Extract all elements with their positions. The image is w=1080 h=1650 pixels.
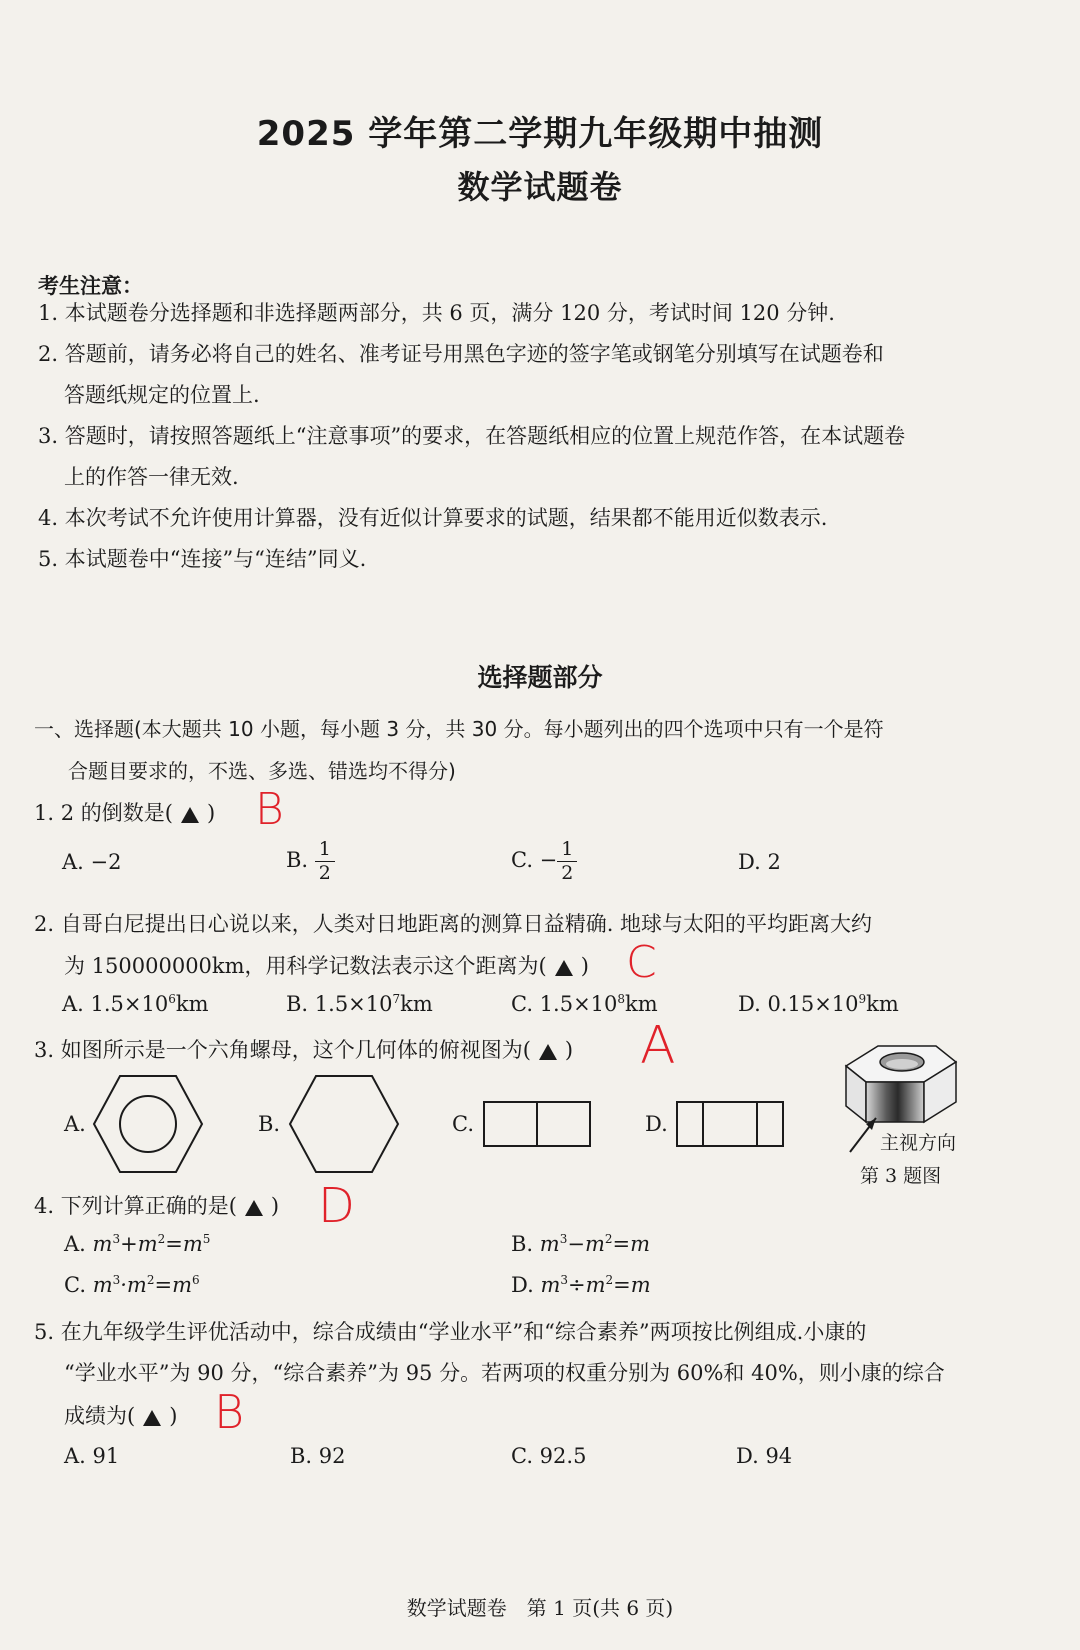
question-3: 3. 如图所示是一个六角螺母，这个几何体的俯视图为( ) [34, 1038, 574, 1062]
q2-option-d: D. $0.15\times 10^9km$ [738, 992, 899, 1016]
three-rectangles-figure [675, 1100, 785, 1148]
q2-answer-mark: C [626, 937, 657, 988]
notice-item-5: 5. 本试题卷中“连接”与“连结”同义. [38, 547, 367, 571]
hexagon-with-circle-figure [92, 1072, 204, 1176]
q1-b-fraction: $\frac{1}{2}$ [315, 840, 335, 883]
notice-item-2-cont: 答题纸规定的位置上. [64, 383, 260, 407]
question-4: 4. 下列计算正确的是( ) [34, 1194, 280, 1218]
q1-option-b: B. $\frac{1}{2}$ [286, 840, 335, 883]
hexagon-figure [288, 1072, 400, 1176]
q3-option-b-label: B. [258, 1112, 281, 1136]
q2-option-b: B. $1.5\times 10^7km$ [286, 992, 433, 1016]
exam-title: 2025 学年第二学期九年级期中抽测 [256, 114, 824, 154]
q2-option-a: A. $1.5\times 10^6km$ [62, 992, 209, 1016]
q5-option-b: B. 92 [290, 1444, 346, 1468]
section-title: 选择题部分 [477, 663, 603, 692]
q3-answer-mark: A [640, 1016, 676, 1076]
q3-option-a-label: A. [64, 1112, 86, 1136]
section-intro-cont: 合题目要求的，不选、多选、错选均不得分) [68, 759, 456, 783]
q4-option-d: D. $m^3\div m^2=m$ [511, 1273, 651, 1297]
q3-option-c-label: C. [452, 1112, 474, 1136]
notice-item-3-cont: 上的作答一律无效. [64, 465, 239, 489]
q4-answer-mark: D [318, 1178, 355, 1234]
q1-stem: 1. 2 的倒数是( [34, 801, 173, 825]
blank-triangle-icon [181, 807, 199, 823]
question-2-cont: 为 150000000km，用科学记数法表示这个距离为( ) [64, 954, 589, 978]
blank-triangle-icon [539, 1044, 557, 1060]
q1-option-c: C. − $\frac{1}{2}$ [511, 840, 577, 883]
notice-item-3: 3. 答题时，请按照答题纸上“注意事项”的要求，在答题纸相应的位置上规范作答，在本试题卷 [38, 424, 906, 448]
q1-answer-mark: B [255, 784, 284, 835]
q4-option-c: C. $m^3\cdot m^2=m^6$ [64, 1273, 200, 1297]
page-footer: 数学试题卷 第 1 页(共 6 页) [406, 1596, 674, 1620]
q5-option-a: A. 91 [64, 1444, 120, 1468]
notice-item-2: 2. 答题前，请务必将自己的姓名、准考证号用黑色字迹的签字笔或钢笔分别填写在试题卷和 [38, 342, 884, 366]
q5-option-d: D. 94 [736, 1444, 793, 1468]
blank-triangle-icon [555, 960, 573, 976]
question-1 [34, 797, 215, 827]
q5-answer-mark: B [214, 1385, 245, 1439]
figure-caption: 第 3 题图 [860, 1165, 942, 1187]
q4-option-a: A. $m^3+m^2=m^5$ [64, 1232, 211, 1256]
blank-triangle-icon [143, 1410, 161, 1426]
notice-item-4: 4. 本次考试不允许使用计算器，没有近似计算要求的试题，结果都不能用近似数表示. [38, 506, 828, 530]
q1-option-a: A. −2 [62, 850, 122, 874]
blank-triangle-icon [245, 1200, 263, 1216]
figure-direction-label: 主视方向 [880, 1132, 957, 1154]
question-2: 2. 自哥白尼提出日心说以来，人类对日地距离的测算日益精确. 地球与太阳的平均距离大约 [34, 912, 873, 936]
q1-option-d: D. 2 [738, 850, 781, 874]
q3-option-d-label: D. [645, 1112, 668, 1136]
exam-subtitle: 数学试题卷 [457, 168, 623, 206]
q4-option-b: B. $m^3-m^2=m$ [511, 1232, 651, 1256]
q2-option-c: C. $1.5\times 10^8km$ [511, 992, 658, 1016]
q1-stem-end: ) [206, 801, 216, 825]
q5-option-c: C. 92.5 [511, 1444, 587, 1468]
question-5: 5. 在九年级学生评优活动中，综合成绩由“学业水平”和“综合素养”两项按比例组成.小康的 [34, 1320, 867, 1344]
section-intro: 一、选择题(本大题共 10 小题，每小题 3 分，共 30 分。每小题列出的四个选项中只有一个是符 [34, 717, 884, 741]
question-5-cont: “学业水平”为 90 分，“综合素养”为 95 分。若两项的权重分别为 60%和 40%，则小康的综合 [64, 1361, 945, 1385]
notice-heading: 考生注意： [38, 273, 143, 298]
two-rectangles-figure [482, 1100, 592, 1148]
question-5-cont-2: 成绩为( ) [64, 1404, 178, 1428]
q1-c-fraction: $\frac{1}{2}$ [557, 840, 577, 883]
notice-item-1: 1. 本试题卷分选择题和非选择题两部分，共 6 页，满分 120 分，考试时间 120 分钟. [38, 301, 835, 325]
